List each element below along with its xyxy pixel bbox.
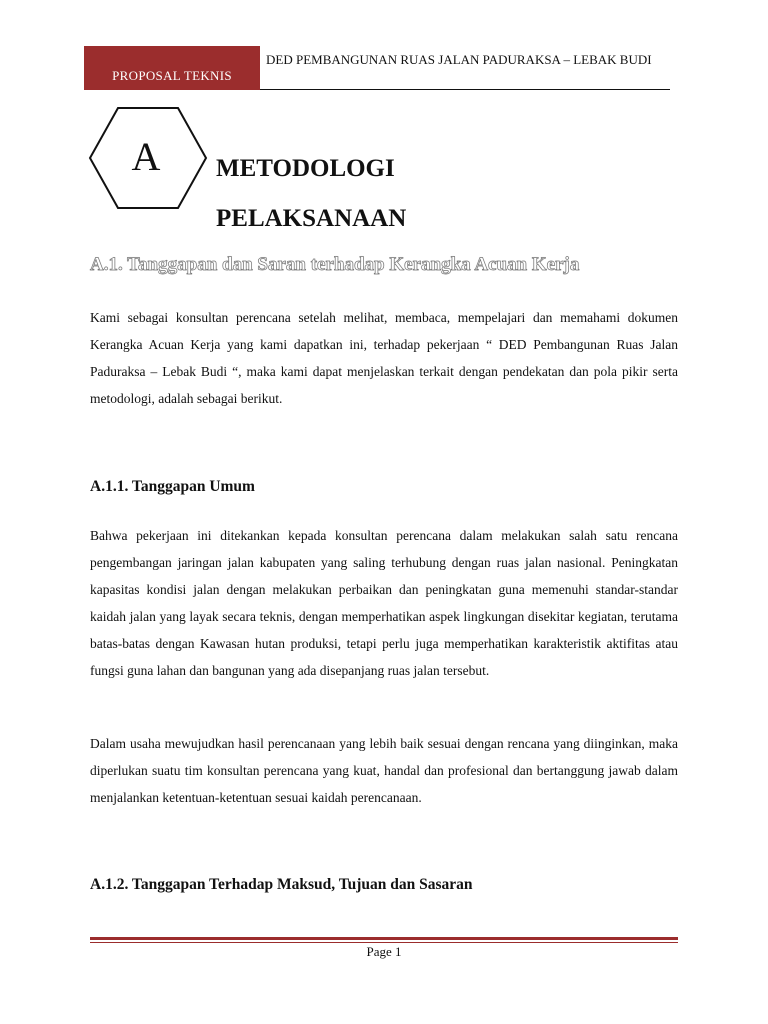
page-header (84, 46, 670, 90)
umum-paragraph-2: Dalam usaha mewujudkan hasil perencanaan yang lebih baik sesuai dengan rencana yang diinginkan, maka diperlukan suatu tim konsultan perencana yang kuat, handal dan profesional dan bertanggung jawab dalam menjalankan ketentuan-ketentuan sesuai kaidah perencanaan. (90, 736, 678, 805)
intro-paragraph: Kami sebagai konsultan perencana setelah melihat, membaca, mempelajari dan memahami dokumen Kerangka Acuan Kerja yang kami dapatkan ini, terhadap pekerjaan “ DED Pembangunan Ruas Jalan Paduraksa – Lebak Budi “, maka kami dapat menjelaskan terkait dengan pendekatan dan pola pikir serta metodologi, adalah sebagai berikut. (90, 310, 678, 406)
header-project-title: DED PEMBANGUNAN RUAS JALAN PADURAKSA – LEBAK BUDI (266, 52, 652, 67)
chapter-hexagon-icon (88, 106, 208, 210)
section-title: A.1. Tanggapan dan Saran terhadap Kerangka Acuan Kerja (90, 254, 580, 275)
chapter-title: METODOLOGI PELAKSANAAN (216, 155, 407, 232)
umum-paragraph-1: Bahwa pekerjaan ini ditekankan kepada konsultan perencana dalam melakukan salah satu rencana pengembangan jaringan jalan kabupaten yang saling terhubung dengan ruas jalan nasional. Peningkatan kapasitas kondisi jalan dengan melakukan perbaikan dan peningkatan guna memenuhi standar-standar kaidah jalan yang layak secara teknis, dengan memperhatikan aspek lingkungan disekitar kegiatan, terutama batas-batas dengan Kawasan hutan produksi, tetapi perlu juga memperhatikan karakteristik aktifitas atau fungsi guna lahan dan bangunan yang ada disepanjang ruas jalan tersebut. (90, 528, 678, 678)
header-label-box (84, 46, 260, 90)
subheading-maksud-tujuan: A.1.2. Tanggapan Terhadap Maksud, Tujuan dan Sasaran (90, 876, 473, 893)
footer-divider-thin (90, 942, 678, 943)
page-number: Page 1 (366, 944, 402, 959)
footer-divider (90, 937, 678, 940)
chapter-letter: A (131, 134, 161, 179)
header-label: PROPOSAL TEKNIS (112, 68, 232, 83)
subheading-tanggapan-umum: A.1.1. Tanggapan Umum (90, 478, 255, 495)
header-project-box (260, 46, 670, 90)
